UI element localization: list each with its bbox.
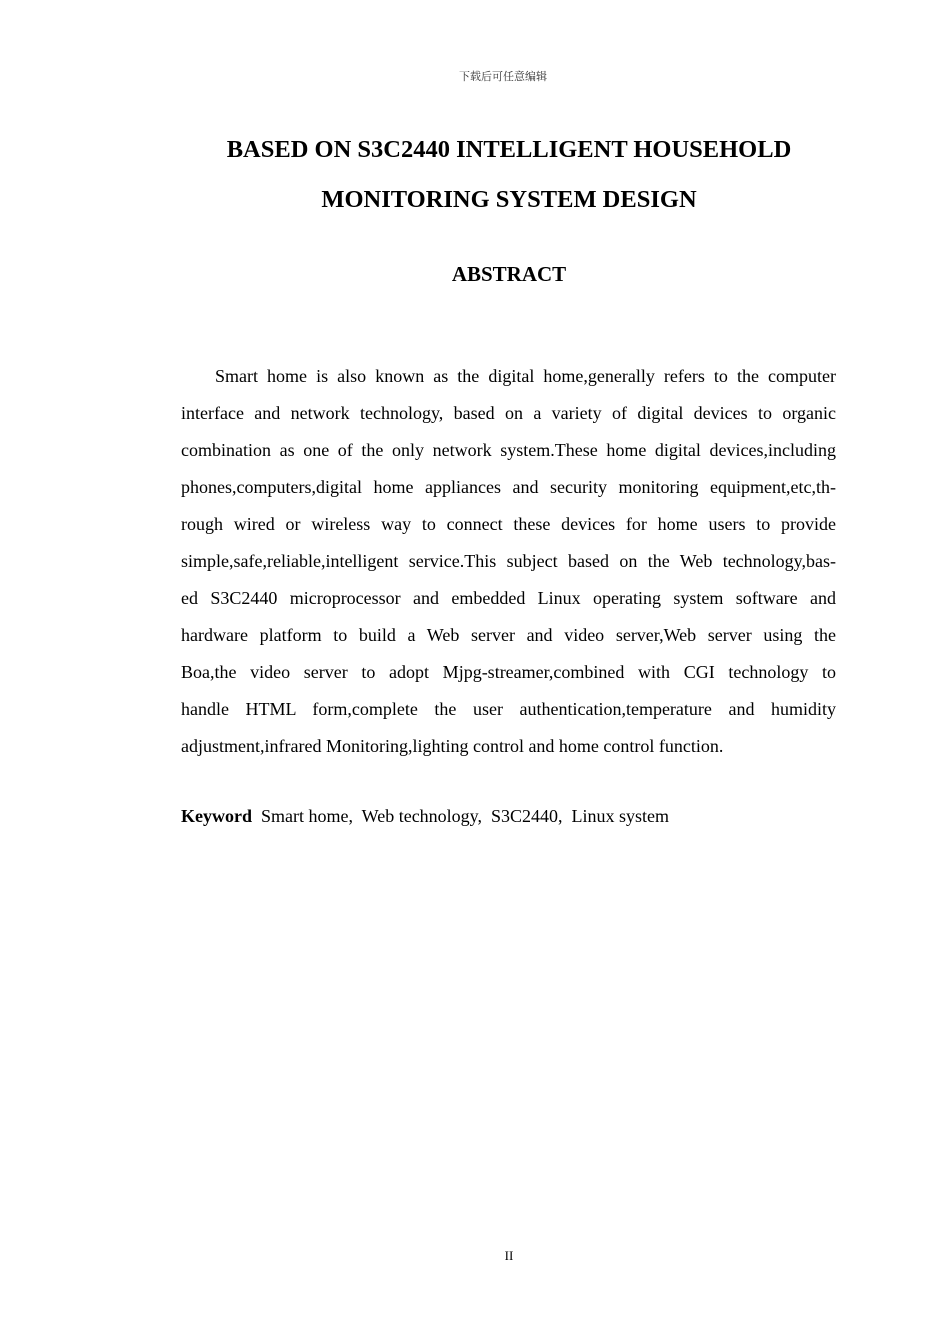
abstract-line: interface and network technology, based on a variety of digital devices to organic: [181, 403, 836, 423]
abstract-body: [181, 358, 836, 765]
abstract-line: handle HTML form,complete the user authentication,temperature and humidity: [181, 699, 836, 719]
abstract-heading: ABSTRACT: [451, 262, 567, 286]
header-text: 下载后可任意编辑: [459, 70, 547, 83]
title-line-1: BASED ON S3C2440 INTELLIGENT HOUSEHOLD: [226, 136, 792, 163]
abstract-line: rough wired or wireless way to connect these devices for home users to provide: [181, 514, 836, 534]
abstract-line: combination as one of the only network system.These home digital devices,including: [181, 440, 836, 460]
abstract-line: phones,computers,digital home appliances and security monitoring equipment,etc,th-: [181, 477, 836, 497]
abstract-line: Boa,the video server to adopt Mjpg-streamer,combined with CGI technology to: [181, 662, 836, 682]
title-line-2: MONITORING SYSTEM DESIGN: [321, 186, 697, 213]
abstract-line: simple,safe,reliable,intelligent service.This subject based on the Web technology,bas-: [181, 551, 836, 571]
abstract-line: ed S3C2440 microprocessor and embedded Linux operating system software and: [181, 588, 836, 608]
abstract-line: adjustment,infrared Monitoring,lighting control and home control function.: [181, 736, 724, 756]
document-title: [181, 125, 837, 225]
abstract-line: Smart home is also known as the digital home,generally refers to the computer: [215, 366, 836, 386]
keywords-text: Smart home, Web technology, S3C2440, Linux system: [252, 806, 670, 826]
abstract-line: hardware platform to build a Web server and video server,Web server using the: [181, 625, 836, 645]
page-number: II: [504, 1248, 514, 1263]
keywords: [181, 806, 669, 827]
keywords-label: Keyword: [181, 806, 252, 826]
